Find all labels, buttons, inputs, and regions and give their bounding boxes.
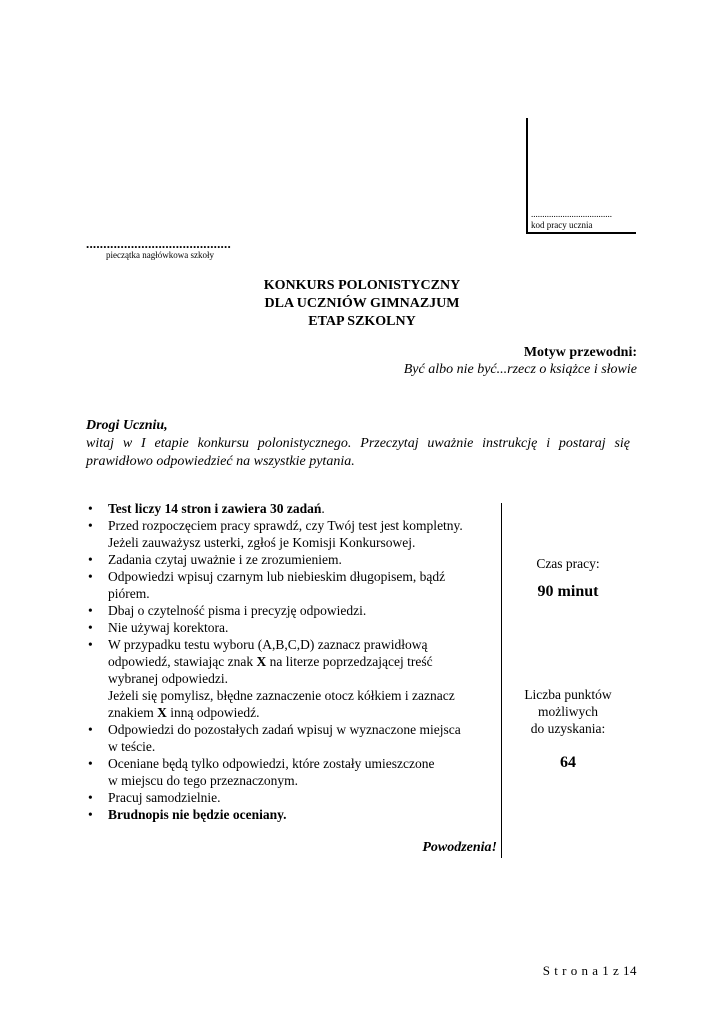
instruction-item	[86, 551, 496, 568]
closing-text: Powodzenia!	[422, 840, 497, 855]
instruction-text: Jeżeli zauważysz usterki, zgłoś je Komisji Konkursowej.	[108, 535, 416, 550]
instruction-text: • Odpowiedzi wpisuj czarnym lub niebieskim długopisem, bądź	[108, 569, 446, 584]
instruction-text: znakiem	[108, 705, 158, 720]
instruction-text: wybranej odpowiedzi.	[108, 671, 228, 686]
contest-title-line1: KONKURS POLONISTYCZNY	[263, 278, 461, 293]
instruction-text: piórem.	[108, 586, 150, 601]
instruction-text: .	[321, 501, 325, 516]
x-mark-text: X	[256, 654, 267, 669]
instruction-item	[86, 636, 496, 721]
points-label	[510, 686, 626, 737]
points-label-line1: Liczba punktów	[524, 687, 612, 702]
instruction-text: Dbaj o czytelność pisma i precyzję odpowiedzi.	[108, 603, 367, 618]
code-box-border-left	[526, 118, 528, 234]
instruction-item	[86, 517, 496, 551]
motto-label: Motyw przewodni:	[523, 345, 637, 360]
x-mark-text: X	[157, 705, 167, 720]
instruction-text: • Przed rozpoczęciem pracy sprawdź, czy Twój test jest kompletny.	[108, 518, 463, 533]
contest-title-line3: ETAP SZKOLNY	[308, 314, 416, 329]
contest-title-line2: DLA UCZNIÓW GIMNAZJUM	[264, 296, 460, 311]
instruction-item	[86, 755, 496, 789]
instruction-text: • Odpowiedzi do pozostałych zadań wpisuj w wyznaczone miejsca	[108, 722, 461, 737]
time-value: 90 minut	[537, 583, 599, 600]
motto-text: Być albo nie być...rzecz o książce i słowie	[403, 362, 637, 377]
school-stamp-field: ..........................................	[86, 236, 231, 251]
instruction-text: odpowiedź, stawiając znak	[108, 654, 257, 669]
points-label-line2: możliwych	[538, 704, 598, 719]
instruction-text: Jeżeli się pomylisz, błędne zaznaczenie otocz kółkiem i zaznacz	[108, 688, 455, 703]
instruction-item	[86, 721, 496, 755]
instruction-text: • W przypadku testu wyboru (A,B,C,D) zaznacz prawidłową	[108, 637, 428, 652]
instruction-text: w miejscu do tego przeznaczonym.	[108, 773, 299, 788]
instruction-item	[86, 789, 496, 806]
instruction-text: Brudnopis nie będzie oceniany.	[108, 807, 287, 822]
points-value: 64	[560, 754, 576, 771]
school-stamp-label: pieczątka nagłówkowa szkoły	[106, 250, 214, 260]
code-box-border-bottom	[526, 232, 636, 234]
instruction-text: • Oceniane będą tylko odpowiedzi, które zostały umieszczone	[108, 756, 435, 771]
greeting-text: witaj w I etapie konkursu polonistycznego. Przeczytaj uważnie instrukcję i postaraj się prawidłowo odpowiedzieć na wszystkie pytania.	[86, 436, 630, 469]
page-number: S t r o n a 1 z 14	[542, 963, 637, 978]
column-divider	[501, 503, 502, 858]
student-code-label: kod pracy ucznia	[531, 220, 593, 230]
time-label: Czas pracy:	[536, 556, 600, 571]
instruction-text: w teście.	[108, 739, 156, 754]
instruction-item	[86, 568, 496, 602]
points-label-line3: do uzyskania:	[530, 721, 606, 736]
instruction-text: Nie używaj korektora.	[108, 620, 229, 635]
instruction-item	[86, 500, 496, 517]
instruction-text: Test liczy 14 stron i zawiera 30 zadań	[108, 501, 322, 516]
greeting-title: Drogi Uczniu,	[86, 418, 168, 433]
instruction-text: na literze poprzedzającej treść	[266, 654, 433, 669]
instruction-text: inną odpowiedź.	[166, 705, 260, 720]
instruction-item	[86, 619, 496, 636]
instruction-item	[86, 806, 496, 823]
instruction-text: Zadania czytaj uważnie i ze zrozumieniem.	[108, 552, 342, 567]
instruction-text: Pracuj samodzielnie.	[108, 790, 221, 805]
instruction-item	[86, 602, 496, 619]
instructions-list	[86, 500, 496, 823]
student-code-field: ....................................	[531, 209, 612, 219]
